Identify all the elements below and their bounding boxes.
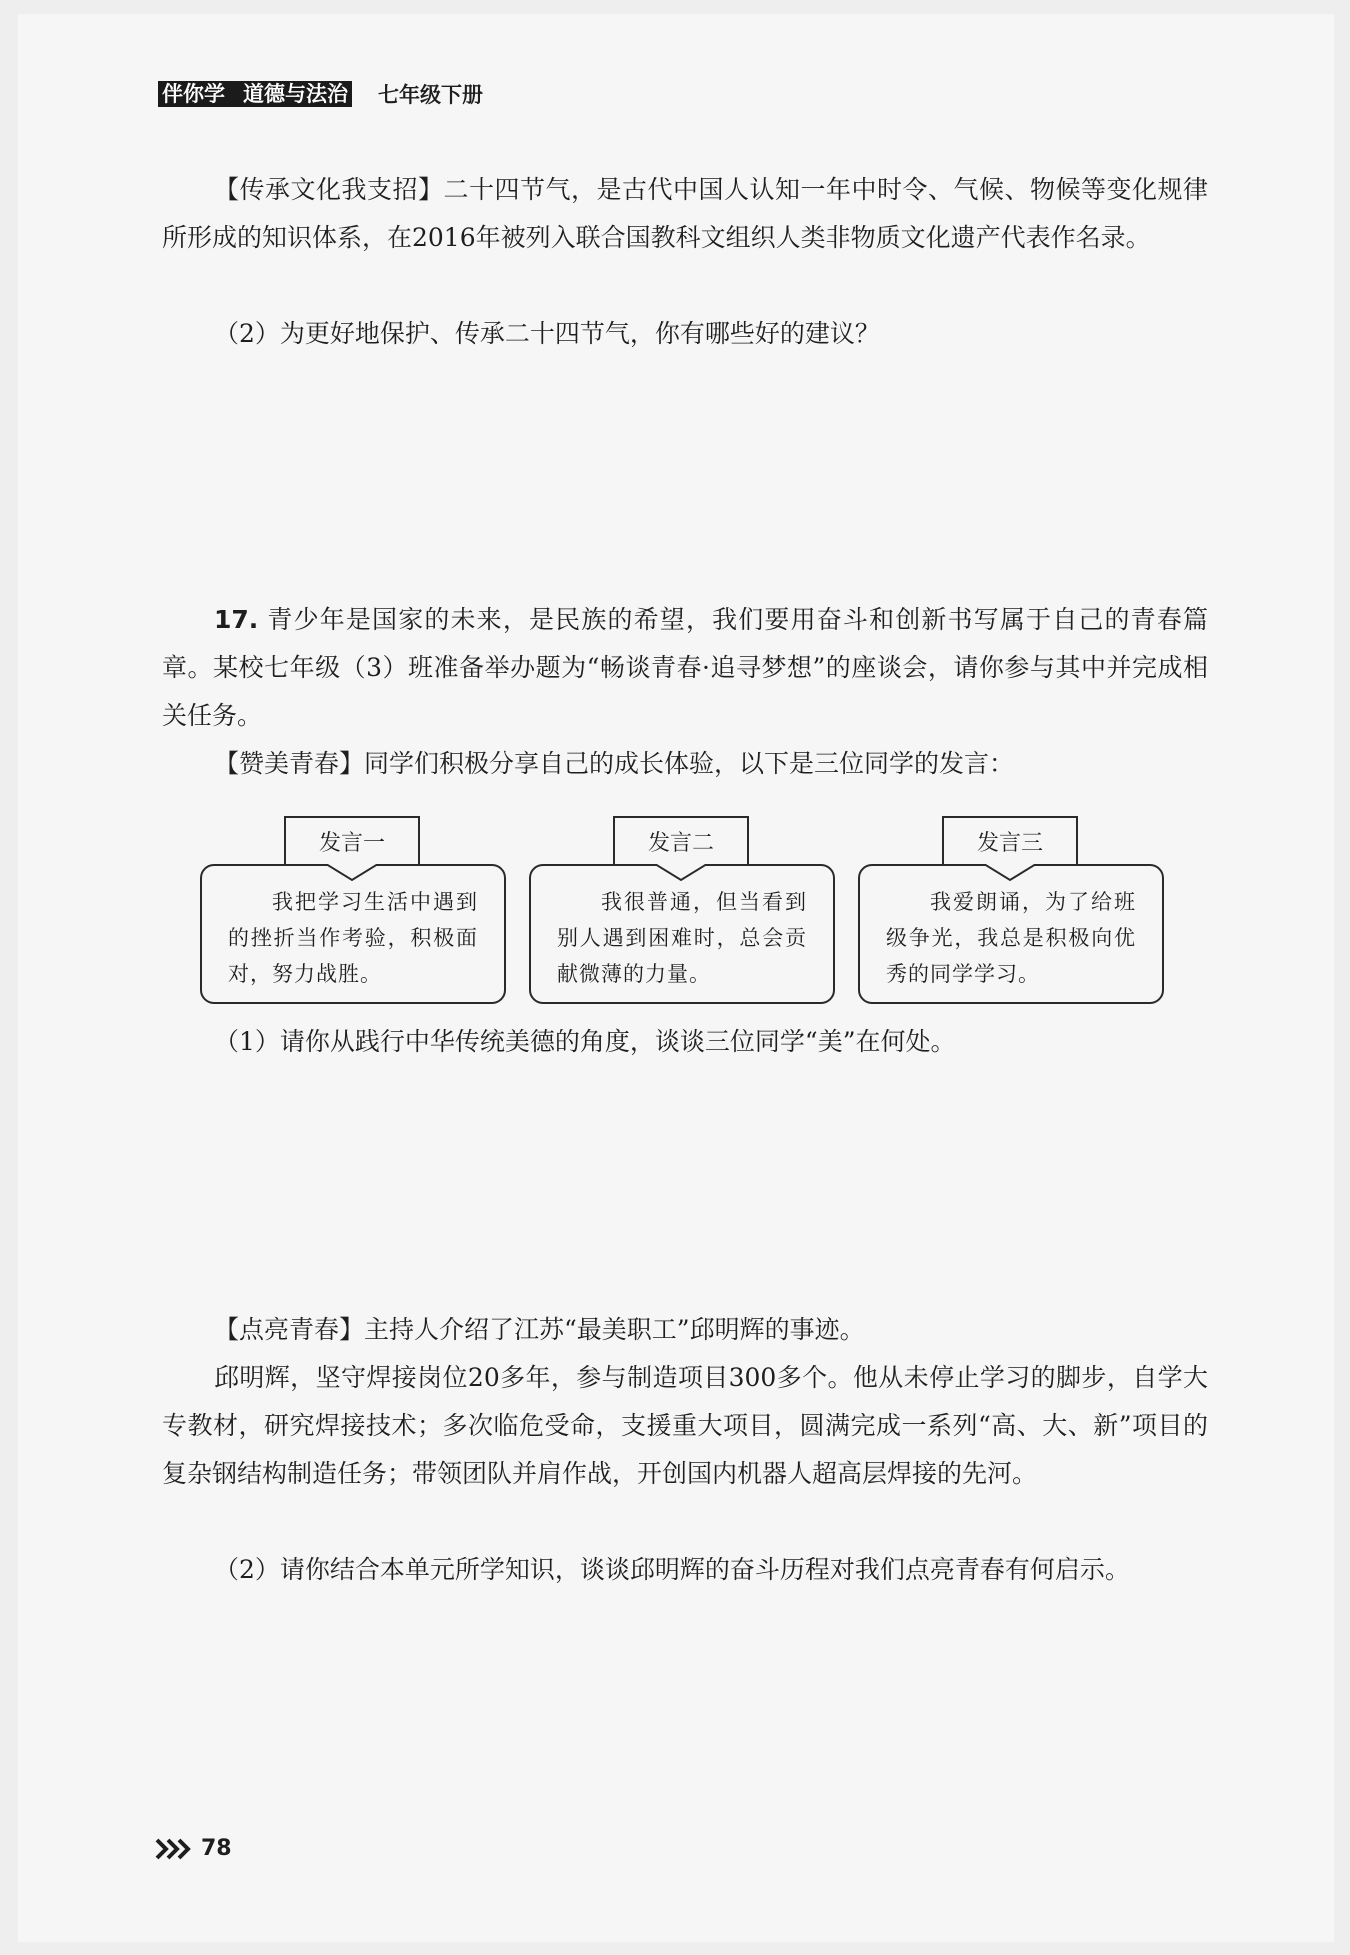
speech-label: 发言二 — [613, 816, 749, 866]
speech-label: 发言一 — [284, 816, 420, 866]
culture-question: （2）为更好地保护、传承二十四节气，你有哪些好的建议？ — [214, 319, 880, 348]
speech-notch-icon — [655, 864, 707, 882]
culture-paragraph — [162, 166, 1208, 262]
q17-intro — [162, 596, 1208, 740]
question-2: （2）请你结合本单元所学知识，谈谈邱明辉的奋斗历程对我们点亮青春有何启示。 — [214, 1555, 1130, 1584]
page-number: 78 — [201, 1836, 232, 1861]
speech-notch-icon — [326, 864, 378, 882]
series-badge — [158, 81, 352, 107]
question-number: 17. — [214, 605, 259, 634]
series-name: 伴你学 — [162, 82, 225, 106]
culture-text: 二十四节气，是古代中国人认知一年中时令、气候、物候等变化规律所形成的知识体系，在2016年被列入联合国教科文组织人类非物质文化遗产代表作名录。 — [162, 175, 1208, 252]
speech-card-2 — [529, 816, 835, 1004]
page-footer — [155, 1836, 232, 1861]
story-paragraph: 邱明辉，坚守焊接岗位20多年，参与制造项目300多个。他从未停止学习的脚步，自学大专教材，研究焊接技术；多次临危受命，支援重大项目，圆满完成一系列“高、大、新”项目的复杂钢结构制造任务；带领团队并肩作战，开创国内机器人超高层焊接的先河。 — [162, 1363, 1208, 1488]
light-paragraph — [162, 1306, 1208, 1354]
speech-text: 我爱朗诵，为了给班级争光，我总是积极向优秀的同学学习。 — [858, 864, 1164, 1004]
triple-chevron-right-icon — [155, 1837, 195, 1861]
grade-label: 七年级下册 — [378, 82, 483, 107]
light-tag: 【点亮青春】 — [214, 1315, 365, 1344]
praise-paragraph — [162, 740, 1208, 788]
praise-text: 同学们积极分享自己的成长体验，以下是三位同学的发言： — [364, 749, 1015, 778]
praise-tag: 【赞美青春】 — [214, 749, 365, 778]
culture-tag: 【传承文化我支招】 — [214, 175, 444, 204]
speech-label: 发言三 — [942, 816, 1078, 866]
speech-notch-icon — [984, 864, 1036, 882]
speech-card-1 — [200, 816, 506, 1004]
question-1: （1）请你从践行中华传统美德的角度，谈谈三位同学“美”在何处。 — [214, 1027, 956, 1056]
speech-text: 我把学习生活中遇到的挫折当作考验，积极面对，努力战胜。 — [200, 864, 506, 1004]
q17-intro-text: 青少年是国家的未来，是民族的希望，我们要用奋斗和创新书写属于自己的青春篇章。某校七年级（3）班准备举办题为“畅谈青春·追寻梦想”的座谈会，请你参与其中并完成相关任务。 — [162, 605, 1208, 730]
subject-name: 道德与法治 — [243, 82, 348, 106]
light-text: 主持人介绍了江苏“最美职工”邱明辉的事迹。 — [364, 1315, 865, 1344]
speech-text: 我很普通，但当看到别人遇到困难时，总会贡献微薄的力量。 — [529, 864, 835, 1004]
speech-card-3 — [858, 816, 1164, 1004]
page-header — [158, 80, 483, 108]
